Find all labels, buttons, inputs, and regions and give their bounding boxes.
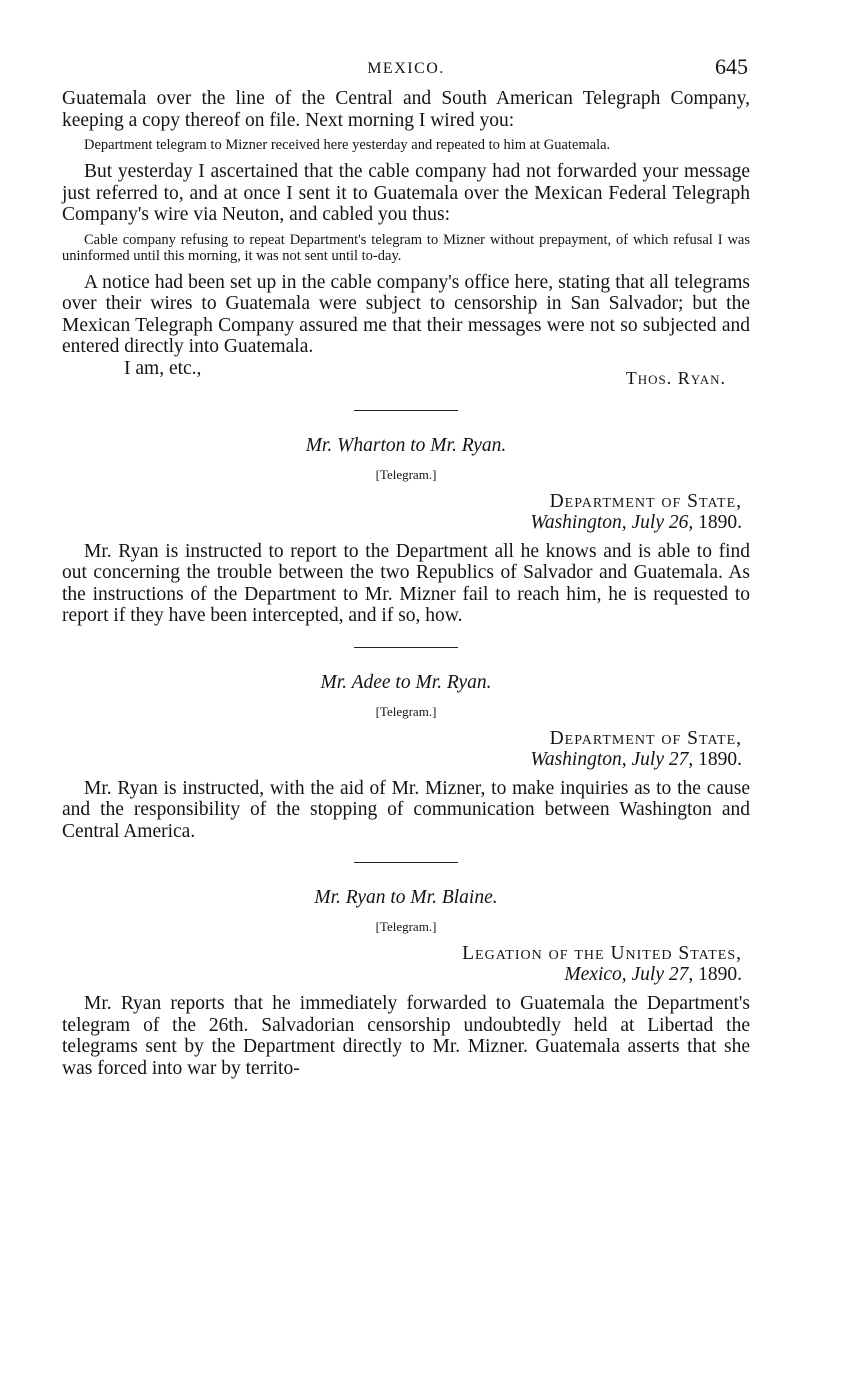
telegram-quote-2: Cable company refusing to repeat Department's telegram to Mizner without prepayment, of which refusal I was uninformed until this morning, it was not sent until to-day. — [62, 231, 750, 264]
signature: Thos. Ryan. — [625, 367, 726, 388]
letter-title: Mr. Adee to Mr. Ryan. — [320, 671, 492, 693]
section-divider — [354, 862, 458, 863]
closing-phrase: I am, etc., — [124, 357, 202, 379]
office-name: Department of State, — [549, 490, 742, 512]
section-divider — [354, 410, 458, 411]
opening-paragraph: Guatemala over the line of the Central and South American Telegraph Company, keeping a copy thereof on file. Next morning I wired you: — [62, 88, 750, 131]
year: 1890. — [698, 511, 742, 533]
page-header — [62, 52, 750, 88]
section-divider — [354, 647, 458, 648]
document-page — [62, 52, 750, 1079]
running-title: MEXICO. — [367, 60, 445, 77]
letter-title: Mr. Wharton to Mr. Ryan. — [305, 434, 507, 456]
opening-paragraph-3: A notice had been set up in the cable company's office here, stating that all telegrams over their wires to Guatemala were subject to censorship in San Salvador; but the Mexican Telegraph Company assured me that their messages were not so subjected and entered directly into Guatemala. — [62, 271, 750, 357]
telegram-note: [Telegram.] — [375, 703, 437, 719]
year: 1890. — [698, 748, 742, 770]
letter-body: Mr. Ryan is instructed, with the aid of Mr. Mizner, to make inquiries as to the cause and the responsibility of the stopping of communication between Washington and Central America. — [62, 777, 750, 842]
letter-body: Mr. Ryan is instructed to report to the Department all he knows and is able to find out concerning the trouble between the two Republics of Salvador and Guatemala. As the instructions of the Department to Mr. Mizner fail to reach him, he is requested to report if they have been intercepted, and if so, how. — [62, 540, 750, 626]
letter-adee-to-ryan — [62, 672, 750, 843]
letter-body: Mr. Ryan reports that he immediately forwarded to Guatemala the Department's telegram of the 26th. Salvadorian censorship undoubtedly held at Libertad the telegrams sent by the Department directly to Mr. Mizner. Guatemala asserts that she was forced into war by territo- — [62, 993, 750, 1079]
dateline — [62, 491, 750, 533]
telegram-note: [Telegram.] — [375, 919, 437, 934]
page-number: 645 — [715, 54, 748, 79]
opening-paragraph-2: But yesterday I ascertained that the cable company had not forwarded your message just referred to, and at once I sent it to Guatemala over the Mexican Federal Telegraph Company's wire via Neuton, and cabled you thus: — [62, 161, 750, 225]
place-date: Mexico, July 27, — [564, 964, 694, 985]
closing-block — [62, 358, 750, 390]
place-date: Washington, July 27, — [530, 748, 694, 770]
telegram-note: [Telegram.] — [375, 466, 437, 482]
year: 1890. — [698, 964, 742, 985]
dateline — [62, 943, 750, 985]
letter-wharton-to-ryan — [62, 435, 750, 627]
letter-ryan-to-blaine — [62, 887, 750, 1079]
dateline — [62, 728, 750, 770]
office-name: Department of State, — [549, 727, 742, 749]
place-date: Washington, July 26, — [530, 511, 694, 533]
office-name: Legation of the United States, — [462, 943, 742, 964]
letter-title: Mr. Ryan to Mr. Blaine. — [314, 887, 498, 908]
telegram-quote-1: Department telegram to Mizner received here yesterday and repeated to him at Guatemala. — [84, 137, 611, 153]
